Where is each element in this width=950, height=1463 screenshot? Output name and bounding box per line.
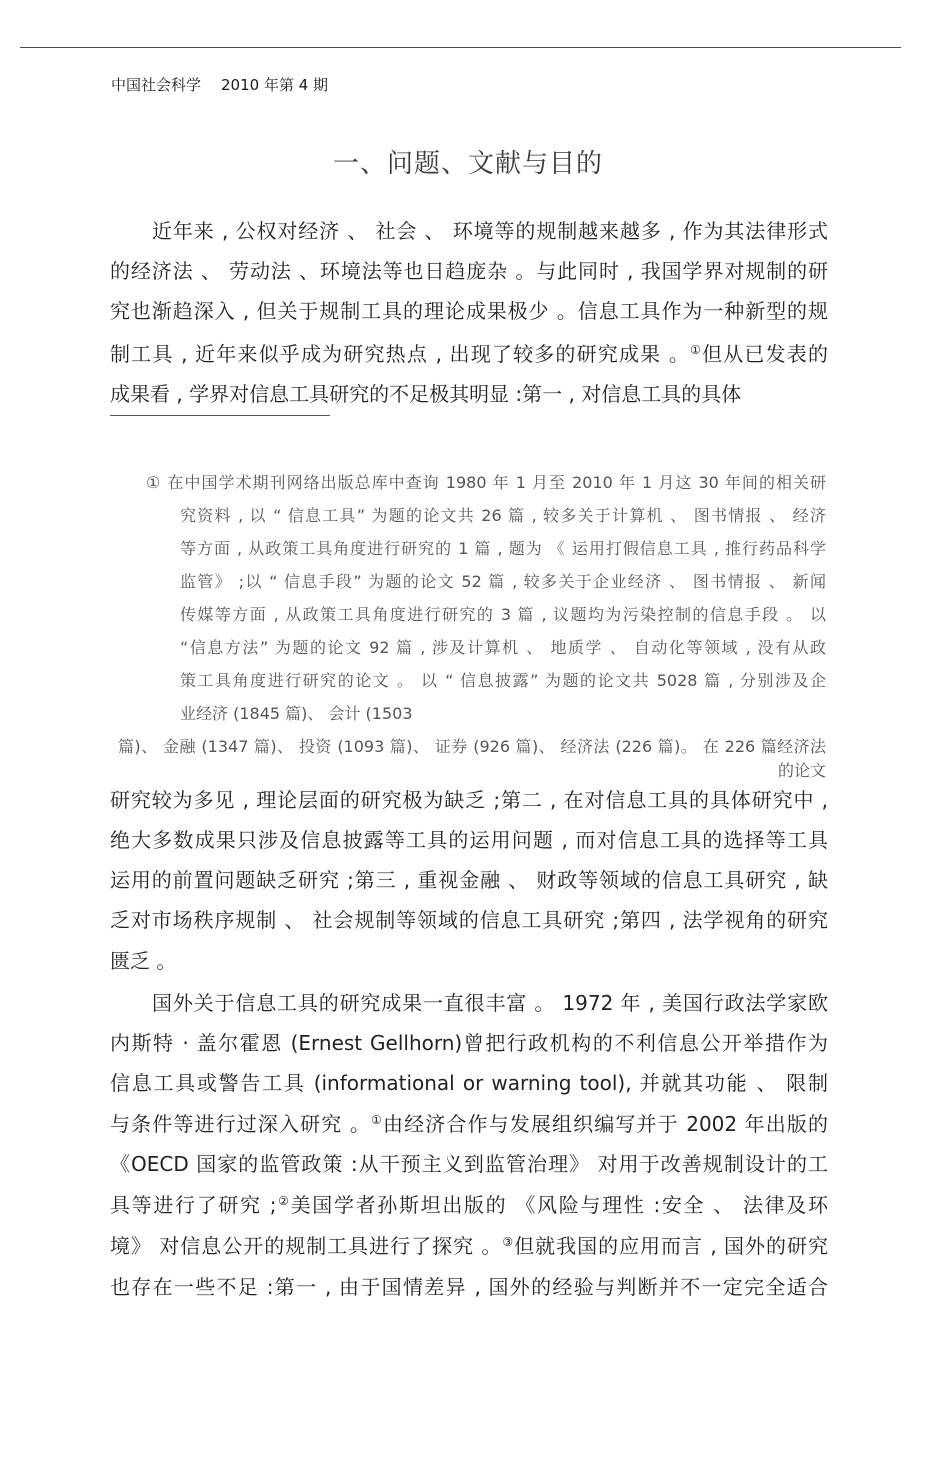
body-text-line: 绝大多数成果只涉及信息披露等工具的运用问题 , 而对信息工具的选择等工具 [110,828,828,852]
body-text-segment: 由经济合作与发展组织编写并于 2002 年出版的 [382,1112,828,1136]
body-text-line: 《OECD 国家的监管政策 :从干预主义到监管治理》 对用于改善规制设计的工 [110,1152,828,1176]
body-text-line: 成果看 , 学界对信息工具研究的不足极其明显 :第一 , 对信息工具的具体 [110,382,742,406]
footnote-marker: ① [146,473,162,492]
footnote-line: 的论文 [777,761,826,780]
body-text-segment: 与条件等进行过深入研究 。 [110,1112,372,1136]
body-text-line [110,1232,828,1260]
body-text-line: 研究较为多见 , 理论层面的研究极为缺乏 ;第二 , 在对信息工具的具体研究中 , [110,788,828,812]
footnote-line: 监管》 ;以 “ 信息手段” 为题的论文 52 篇 , 较多关于企业经济 、 图书情报 、 新闻 [180,572,826,591]
body-text-line: 乏对市场秩序规制 、 社会规制等领域的信息工具研究 ;第四 , 法学视角的研究 [110,908,828,932]
footnote-line: 策工具角度进行研究的论文 。 以 “ 信息披露” 为题的论文共 5028 篇 , 分别涉及企 [180,671,826,690]
body-text-line: 也存在一些不足 :第一 , 由于国情差异 , 国外的经验与判断并不一定完全适合 [110,1275,828,1299]
body-text-line: 内斯特 · 盖尔霍恩 (Ernest Gellhorn)曾把行政机构的不利信息公开举措作为 [110,1031,828,1055]
body-text-line: 究也渐趋深入 , 但关于规制工具的理论成果极少 。信息工具作为一种新型的规 [110,299,828,323]
footnote-line: “信息方法” 为题的论文 92 篇 , 涉及计算机 、 地质学 、 自动化等领域 , 没有从政 [180,638,826,657]
body-text-line: 运用的前置问题缺乏研究 ;第三 , 重视金融 、 财政等领域的信息工具研究 , 缺 [110,868,828,892]
footnote-line: 业经济 (1845 篇)、 会计 (1503 [180,704,413,723]
body-text-segment: 但就我国的应用而言 , 国外的研究 [514,1234,828,1258]
footnote-ref-1[interactable]: ① [690,343,703,357]
body-text-line: 匮乏 。 [110,949,177,973]
footnote-line [146,472,826,494]
body-text-line: 信息工具或警告工具 (informational or warning tool), 并就其功能 、 限制 [110,1071,828,1095]
body-text-line [110,1191,828,1219]
body-text-line: 的经济法 、 劳动法 、环境法等也日趋庞杂 。与此同时 , 我国学界对规制的研 [110,259,828,283]
body-text-line: 近年来 , 公权对经济 、 社会 、 环境等的规制越来越多 , 作为其法律形式 [152,219,828,243]
footnote-line: 等方面 , 从政策工具角度进行研究的 1 篇 , 题为 《 运用打假信息工具 , 推行药品科学 [180,539,826,558]
body-text-line [110,1110,828,1138]
footnote-line: 传媒等方面 , 从政策工具角度进行研究的 3 篇 , 议题均为污染控制的信息手段 。 以 [180,605,826,624]
footnote-line: 究资料 , 以 “ 信息工具” 为题的论文共 26 篇 , 较多关于计算机 、 图书情报 、 经济 [180,506,826,525]
footnote-separator [110,415,330,416]
footnote-ref-2[interactable]: ② [276,1194,291,1208]
body-text-segment: 美国学者孙斯坦出版的 《风险与理性 :安全 、 法律及环 [290,1193,828,1217]
footnote-line: 篇)、 金融 (1347 篇)、 投资 (1093 篇)、 证券 (926 篇)、 经济法 (226 篇)。 在 226 篇经济法 [118,737,826,756]
section-title: 一、问题、文献与目的 [332,149,603,179]
body-text-segment: 制工具 , 近年来似乎成为研究热点 , 出现了较多的研究成果 。 [110,342,691,366]
issue-number: 2010 年第 4 期 [221,76,329,94]
running-head [111,74,328,95]
body-text-segment: 境》 对信息公开的规制工具进行了探究 。 [110,1234,503,1258]
header-rule [20,47,901,48]
footnote-ref-1[interactable]: ① [371,1113,383,1127]
body-text-segment: 但从已发表的 [702,342,828,366]
body-text-segment: 具等进行了研究 ; [110,1193,277,1217]
body-text-line: 国外关于信息工具的研究成果一直很丰富 。 1972 年 , 美国行政法学家欧 [152,991,828,1015]
body-text-line [110,340,828,368]
journal-name: 中国社会科学 [111,76,202,94]
footnote-ref-3[interactable]: ③ [502,1235,515,1249]
footnote-text: 在中国学术期刊网络出版总库中查询 1980 年 1 月至 2010 年 1 月这 30 年间的相关研 [167,473,826,492]
